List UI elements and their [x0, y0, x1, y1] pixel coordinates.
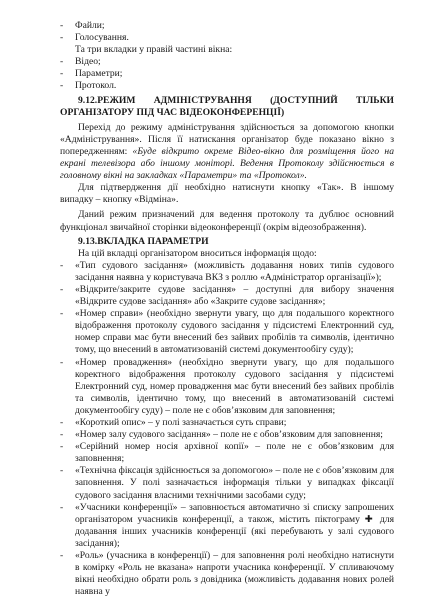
list-item: - «Номер справи» (необхідно звернути увагу, що для подальшого коректного відображення протоколу судового засідання у підсистемі Електронний суд, номер справи має бути внесений без зайвих пробілів та символів, ідентично тому, що внесений в автоматизованій системі документообігу суду);: [60, 308, 394, 356]
list-item: - Параметри;: [60, 68, 123, 80]
paragraph: Даний режим призначений для ведення протоколу та дублює основний функціонал звичайної сторінки відеоконференції (окрім відеозображення).: [60, 209, 394, 233]
paragraph: Та три вкладки у правій частині вікна:: [75, 44, 233, 56]
paragraph: На цій вкладці організатором вноситься інформація щодо:: [78, 247, 317, 259]
list-item: - «Учасники конференції» – заповнюється автоматично зі списку запрошених організатором учасників конференції, а також, містить піктограму ✚ для додавання інших учасників конференції (які перебувають у залі судового засідання);: [60, 501, 394, 549]
section-heading: 9.13.ВКЛАДКА ПАРАМЕТРИ: [78, 235, 209, 247]
list-item: - «Відкрите/закрите судове засідання» – доступні для вибору значення «Відкрите судове засідання» або «Закрите судове засідання»;: [60, 283, 394, 308]
list-item: - «Короткий опис» – у полі зазначається суть справи;: [60, 417, 287, 428]
list-item: - Протокол.: [60, 80, 117, 92]
list-item: - «Номер залу судового засідання» – поле не є обов’язковим для заповнення;: [60, 429, 383, 441]
section-heading: 9.12.РЕЖИМ АДМІНІСТРУВАННЯ (ДОСТУПНИЙ ТІЛЬКИ ОРГАНІЗАТОРУ ПІД ЧАС ВІДЕОКОНФЕРЕНЦІЇ): [60, 94, 394, 118]
plus-icon: ✚: [364, 513, 376, 525]
list-item: - «Тип судового засідання» (можливість додавання нових типів судового засідання наявна у користувача ВКЗ з роллю «Адміністратор організації»);: [60, 259, 394, 283]
paragraph: Для підтвердження дії необхідно натиснути кнопку «Так». В іншому випадку – кнопку «Відміна».: [60, 182, 394, 206]
list-item: - «Технічна фіксація здійснюється за допомогою» – поле не є обов’язковим для заповнення. У полі зазначається інформація тільки у випадках фіксації судового засідання власними технічними засобами суду;: [60, 465, 394, 501]
list-item: - «Номер провадження» (необхідно звернути увагу, що для подальшого коректного відображення протоколу судового засідання у підсистемі Електронний суд, номер провадження має бути внесений без зайвих пробілів та символів, ідентично тому, що внесений в автоматизованій системі документообігу суду) – поле не є обов’язковим для заповнення;: [60, 356, 394, 416]
paragraph: Перехід до режиму адміністрування здійснюється за допомогою кнопки «Адміністрування». Після її натискання організатор буде показано вікно з попередженням: «Буде відкрито окреме Відео-вікно для розміщення його на екрані телевізора або іншому моніторі. Ведення Протоколу здійснюється в головному вікні на закладках «Параметри» та «Протокол».: [60, 121, 394, 182]
list-item: - Голосування.: [60, 32, 129, 44]
list-item: - Файли;: [60, 20, 105, 31]
list-item: - «Роль» (учасника в конференції) – для заповнення ролі необхідно натиснути в комірку «Роль не вказана» напроти учасника конференції. У спливаючому вікні необхідно обрати роль з довідника (можливість додавання нових ролей наявна у: [60, 550, 394, 598]
list-item: - Відео;: [60, 56, 101, 68]
list-item: - «Серійний номер носія архівної копії» – поле не є обов’язковим для заповнення;: [60, 441, 394, 465]
